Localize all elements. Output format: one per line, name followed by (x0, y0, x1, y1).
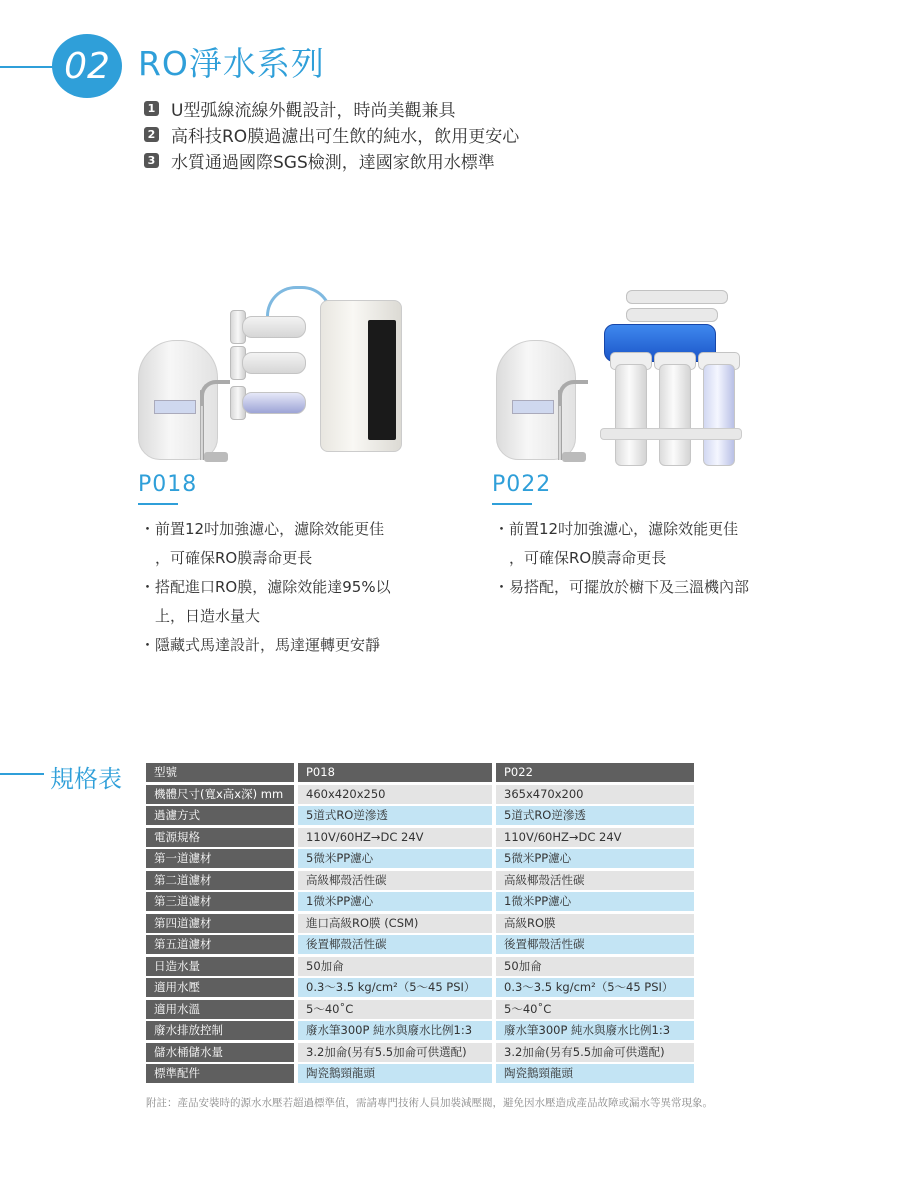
spec-rule (0, 773, 44, 775)
spec-label: 適用水溫 (146, 1000, 294, 1019)
bullet-line: ・易搭配，可擺放於櫥下及三溫機內部 (494, 578, 750, 596)
tank-label (512, 400, 554, 414)
spec-label: 第四道濾材 (146, 914, 294, 933)
spec-label: 第五道濾材 (146, 935, 294, 954)
tank-label (154, 400, 196, 414)
bullet-line: ・前置12吋加強濾心，濾除效能更佳 (494, 520, 739, 538)
spec-label: 第三道濾材 (146, 892, 294, 911)
spec-label: 電源規格 (146, 828, 294, 847)
spec-label: 標準配件 (146, 1064, 294, 1083)
spec-label: 廢水排放控制 (146, 1021, 294, 1040)
spec-value-p018: 1微米PP濾心 (298, 892, 492, 911)
spec-label: 過濾方式 (146, 806, 294, 825)
spec-value-p018: 高級椰殼活性碳 (298, 871, 492, 890)
spec-value-p022: 廢水筆300P 純水與廢水比例1:3 (496, 1021, 694, 1040)
product-underline (492, 503, 532, 505)
spec-value-p022: 1微米PP濾心 (496, 892, 694, 911)
spec-value-p018: 110V/60HZ→DC 24V (298, 828, 492, 847)
spec-footnote: 附註：產品安裝時的源水水壓若超過標準值，需請專門技術人員加裝減壓閥，避免因水壓造成產品故障或漏水等異常現象。 (146, 1097, 713, 1109)
spec-value-p018: 0.3～3.5 kg/cm²（5～45 PSI） (298, 978, 492, 997)
section-number: 02 (64, 45, 110, 87)
product-name-p022: P022 (492, 472, 552, 497)
section-number-badge (52, 34, 122, 98)
feature-text: 高科技RO膜過濾出可生飲的純水，飲用更安心 (171, 127, 520, 147)
bullet-line: ・搭配進口RO膜，濾除效能達95%以 (140, 578, 391, 596)
spec-header-cell: P022 (496, 763, 694, 782)
ro-membrane (626, 290, 728, 304)
spec-value-p022: 50加侖 (496, 957, 694, 976)
spec-label: 第二道濾材 (146, 871, 294, 890)
page-title: RO淨水系列 (138, 44, 325, 83)
product-name-p018: P018 (138, 472, 198, 497)
spec-value-p018: 3.2加侖(另有5.5加侖可供選配) (298, 1043, 492, 1062)
spec-label: 機體尺寸(寬x高x深) mm (146, 785, 294, 804)
spec-value-p018: 進口高級RO膜 (CSM) (298, 914, 492, 933)
feature-item (144, 148, 495, 173)
spec-value-p022: 陶瓷鵝頸龍頭 (496, 1064, 694, 1083)
p022-bullet-list (494, 515, 794, 602)
faucet-spout (200, 380, 230, 406)
spec-value-p018: 陶瓷鵝頸龍頭 (298, 1064, 492, 1083)
bullet-line: ，可確保RO膜壽命更長 (140, 549, 313, 567)
p018-bullet-list (140, 515, 440, 660)
faucet-base (204, 452, 228, 462)
cartridge-1 (242, 316, 306, 338)
p022-product-image (496, 282, 756, 472)
feature-item (144, 122, 519, 147)
bullet-line: ・隱藏式馬達設計，馬達運轉更安靜 (140, 636, 381, 654)
feature-number: 3 (144, 153, 159, 168)
spec-header-cell: P018 (298, 763, 492, 782)
spec-value-p018: 廢水筆300P 純水與廢水比例1:3 (298, 1021, 492, 1040)
spec-value-p022: 110V/60HZ→DC 24V (496, 828, 694, 847)
spec-header-cell: 型號 (146, 763, 294, 782)
base-plate (600, 428, 742, 440)
cartridge-3 (703, 364, 735, 466)
spec-value-p018: 460x420x250 (298, 785, 492, 804)
faucet-spout (558, 380, 588, 406)
cartridge-1 (615, 364, 647, 466)
spec-value-p018: 後置椰殼活性碳 (298, 935, 492, 954)
header-rule (0, 66, 60, 68)
cartridge-3 (242, 392, 306, 414)
feature-number: 1 (144, 101, 159, 116)
feature-text: U型弧線流線外觀設計，時尚美觀兼具 (171, 101, 456, 121)
spec-label: 第一道濾材 (146, 849, 294, 868)
feature-text: 水質通過國際SGS檢測，達國家飲用水標準 (171, 153, 495, 173)
feature-item (144, 96, 455, 121)
cartridge-2 (659, 364, 691, 466)
spec-value-p018: 5～40˚C (298, 1000, 492, 1019)
spec-value-p022: 3.2加侖(另有5.5加侖可供選配) (496, 1043, 694, 1062)
spec-label: 儲水桶儲水量 (146, 1043, 294, 1062)
bullet-line: ・前置12吋加強濾心，濾除效能更佳 (140, 520, 385, 538)
spec-value-p022: 5微米PP濾心 (496, 849, 694, 868)
spec-value-p022: 5～40˚C (496, 1000, 694, 1019)
cartridge-2 (242, 352, 306, 374)
spec-value-p022: 後置椰殼活性碳 (496, 935, 694, 954)
housing-panel (368, 320, 396, 440)
bullet-line: ，可確保RO膜壽命更長 (494, 549, 667, 567)
spec-label: 日造水量 (146, 957, 294, 976)
product-underline (138, 503, 178, 505)
feature-number: 2 (144, 127, 159, 142)
spec-value-p022: 高級RO膜 (496, 914, 694, 933)
spec-title: 規格表 (50, 765, 122, 793)
bullet-line: 上，日造水量大 (140, 607, 261, 625)
spec-value-p018: 5道式RO逆滲透 (298, 806, 492, 825)
p018-product-image (138, 280, 428, 470)
spec-value-p018: 50加侖 (298, 957, 492, 976)
spec-value-p022: 365x470x200 (496, 785, 694, 804)
faucet-base (562, 452, 586, 462)
spec-value-p022: 0.3～3.5 kg/cm²（5～45 PSI） (496, 978, 694, 997)
post-filter (626, 308, 718, 322)
spec-value-p022: 高級椰殼活性碳 (496, 871, 694, 890)
spec-value-p022: 5道式RO逆滲透 (496, 806, 694, 825)
spec-value-p018: 5微米PP濾心 (298, 849, 492, 868)
spec-label: 適用水壓 (146, 978, 294, 997)
